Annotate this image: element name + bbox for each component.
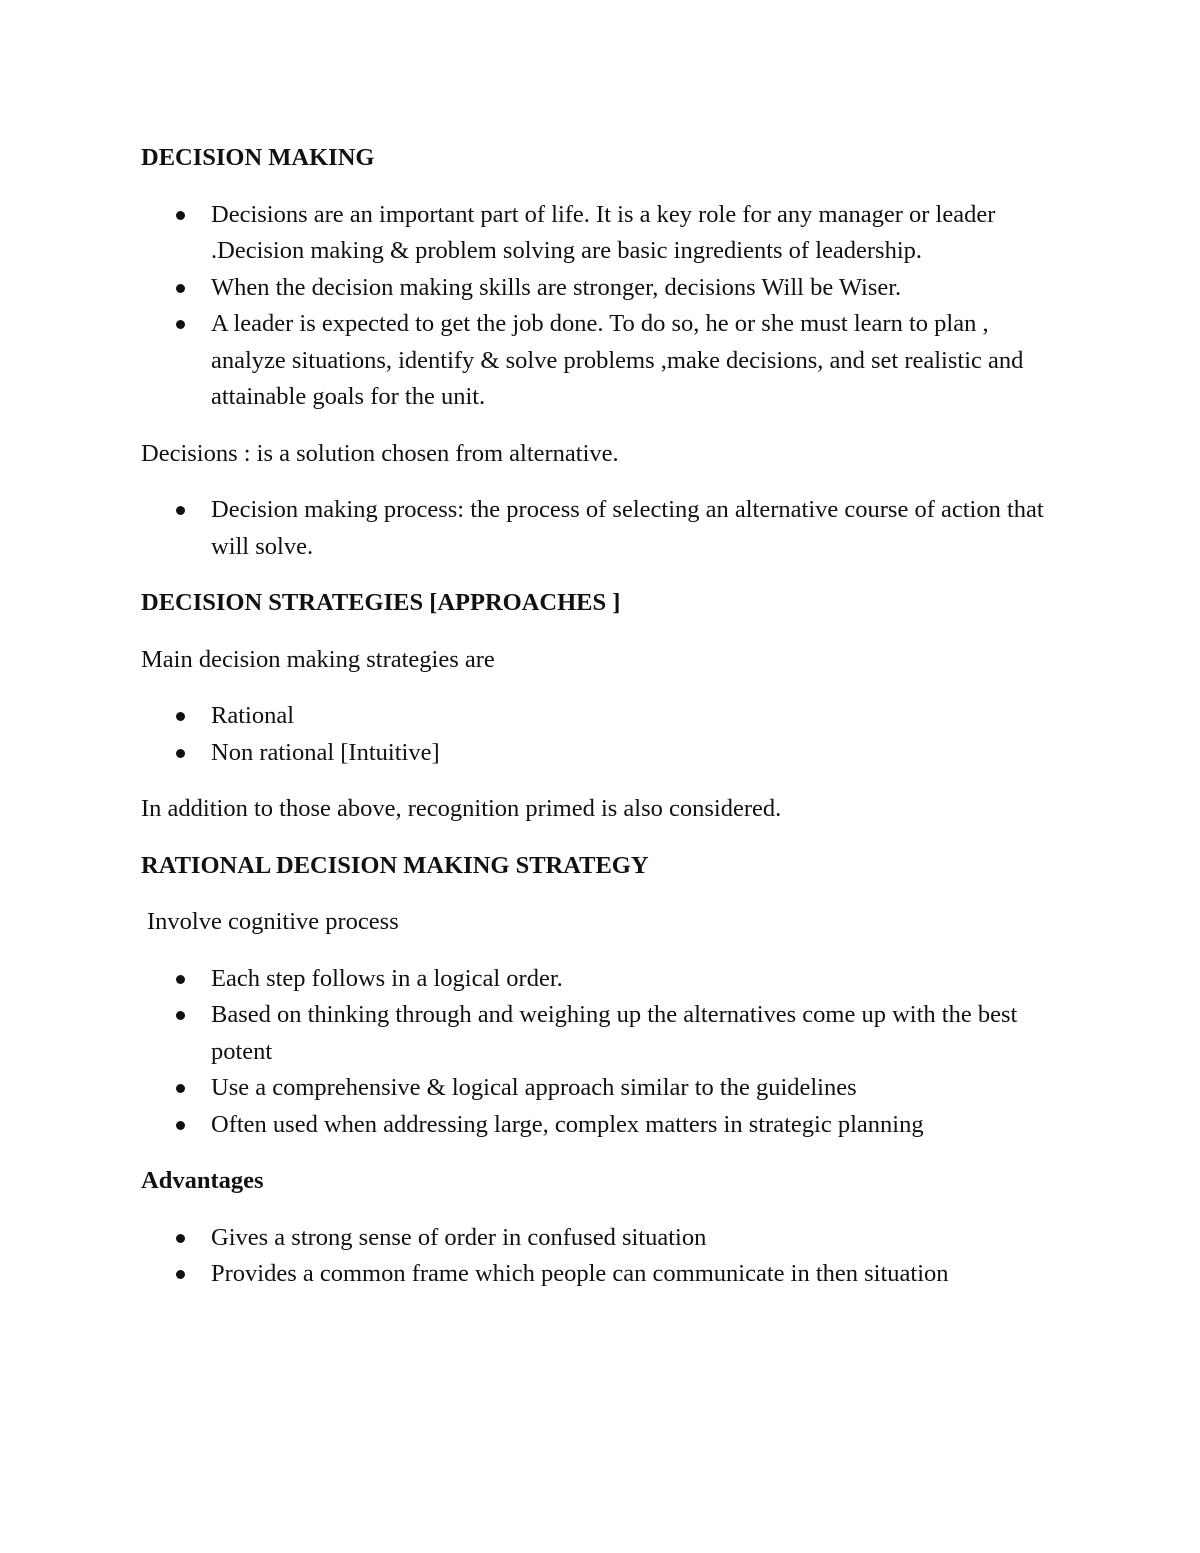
- decision-making-list: [141, 197, 1061, 416]
- bullet-icon: [176, 749, 185, 758]
- bullet-icon: [176, 320, 185, 329]
- list-item-text: Decisions are an important part of life. It is a key role for any manager or leader .Decision making & problem solving are basic ingredients of leadership.: [211, 200, 996, 264]
- bullet-icon: [176, 284, 185, 293]
- list-item: [141, 961, 1061, 998]
- bullet-icon: [176, 506, 185, 515]
- list-item-text: Based on thinking through and weighing up the alternatives come up with the best potent: [211, 1001, 1018, 1065]
- list-item: [141, 735, 1061, 772]
- list-item-text: When the decision making skills are stronger, decisions Will be Wiser.: [211, 273, 902, 301]
- strategies-intro: Main decision making strategies are: [141, 645, 495, 673]
- heading-rational-strategy: RATIONAL DECISION MAKING STRATEGY: [141, 851, 649, 879]
- rational-list: [141, 961, 1061, 1144]
- list-item: [141, 1107, 1061, 1144]
- bullet-icon: [176, 1270, 185, 1279]
- list-item: [141, 1220, 1061, 1257]
- bullet-icon: [176, 712, 185, 721]
- list-item: [141, 1070, 1061, 1107]
- bullet-icon: [176, 1084, 185, 1093]
- list-item-text: Use a comprehensive & logical approach similar to the guidelines: [211, 1074, 857, 1101]
- bullet-icon: [176, 211, 185, 220]
- list-item: [141, 997, 1061, 1070]
- list-item: [141, 492, 1061, 565]
- list-item: [141, 197, 1061, 270]
- bullet-icon: [176, 1011, 185, 1020]
- strategies-note: In addition to those above, recognition primed is also considered.: [141, 795, 782, 822]
- bullet-icon: [176, 975, 185, 984]
- bullet-icon: [176, 1234, 185, 1243]
- list-item-text: A leader is expected to get the job done. To do so, he or she must learn to plan , analyze situations, identify & solve problems ,make decisions, and set realistic and attainable goals for the unit.: [211, 310, 1024, 410]
- process-list: [141, 492, 1061, 565]
- heading-advantages: Advantages: [141, 1167, 264, 1194]
- list-item-text: Gives a strong sense of order in confused situation: [211, 1223, 707, 1251]
- list-item: [141, 698, 1061, 735]
- document-body: [141, 140, 1061, 1313]
- rational-intro: Involve cognitive process: [147, 908, 399, 935]
- list-item-text: Rational: [211, 702, 295, 729]
- list-item: [141, 270, 1061, 307]
- bullet-icon: [176, 1121, 185, 1130]
- list-item: [141, 306, 1061, 416]
- list-item-text: Each step follows in a logical order.: [211, 964, 563, 992]
- list-item: [141, 1256, 1061, 1293]
- decisions-definition: Decisions : is a solution chosen from alternative.: [141, 439, 619, 467]
- list-item-text: Non rational [Intuitive]: [211, 738, 440, 766]
- list-item-text: Decision making process: the process of selecting an alternative course of action that will solve.: [211, 496, 1044, 560]
- list-item-text: Provides a common frame which people can communicate in then situation: [211, 1260, 949, 1287]
- advantages-list: [141, 1220, 1061, 1293]
- strategies-list: [141, 698, 1061, 771]
- heading-decision-making: DECISION MAKING: [141, 144, 375, 171]
- list-item-text: Often used when addressing large, complex matters in strategic planning: [211, 1110, 924, 1138]
- heading-decision-strategies: DECISION STRATEGIES [APPROACHES ]: [141, 589, 621, 616]
